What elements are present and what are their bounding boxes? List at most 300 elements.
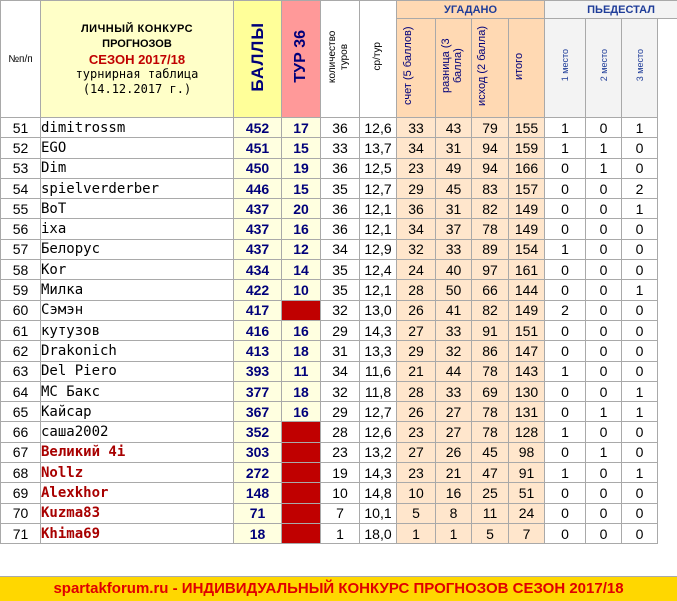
- guessed-exact-cell: 21: [397, 361, 436, 381]
- podium-second-cell: 0: [586, 361, 622, 381]
- guessed-exact-cell: 32: [397, 239, 436, 259]
- tour-score-cell: 18: [282, 381, 321, 401]
- avg-cell: 12,7: [360, 402, 397, 422]
- score-cell: 437: [234, 199, 282, 219]
- guessed-outcome-cell: 91: [472, 320, 509, 340]
- player-name: spielverderber: [41, 178, 234, 198]
- guessed-exact-cell: 28: [397, 280, 436, 300]
- tours-count-cell: 29: [321, 402, 360, 422]
- podium-third-cell: 0: [622, 138, 658, 158]
- player-name: BoT: [41, 199, 234, 219]
- table-row: [1, 300, 677, 320]
- row-number: 56: [1, 219, 41, 239]
- podium-second-cell: 0: [586, 341, 622, 361]
- row-number: 55: [1, 199, 41, 219]
- podium-second-cell: 0: [586, 239, 622, 259]
- guessed-exact-cell: 1: [397, 523, 436, 543]
- row-number: 64: [1, 381, 41, 401]
- podium-third-cell: 0: [622, 361, 658, 381]
- avg-cell: 12,1: [360, 199, 397, 219]
- tours-count-cell: 1: [321, 523, 360, 543]
- podium-first-cell: 0: [545, 280, 586, 300]
- row-number: 67: [1, 442, 41, 462]
- guessed-outcome-cell: 94: [472, 138, 509, 158]
- guessed-outcome-cell: 78: [472, 219, 509, 239]
- podium-third-cell: 1: [622, 118, 658, 138]
- guessed-total-cell: 149: [509, 219, 545, 239]
- guessed-total-cell: 51: [509, 483, 545, 503]
- podium-first-cell: 0: [545, 503, 586, 523]
- score-cell: 416: [234, 320, 282, 340]
- guessed-diff-cell: 33: [436, 381, 472, 401]
- guessed-exact-cell: 33: [397, 118, 436, 138]
- podium-third-header: 3 место: [622, 19, 658, 118]
- podium-third-cell: 1: [622, 199, 658, 219]
- podium-second-cell: 0: [586, 503, 622, 523]
- tour-score-cell: 15: [282, 178, 321, 198]
- player-name: Милка: [41, 280, 234, 300]
- podium-first-cell: 0: [545, 260, 586, 280]
- guessed-diff-header: разница (3 балла): [436, 19, 472, 118]
- title-line-2: ПРОГНОЗОВ: [41, 37, 233, 52]
- tours-count-cell: 36: [321, 219, 360, 239]
- row-number: 51: [1, 118, 41, 138]
- player-name: Del Piero: [41, 361, 234, 381]
- tour-score-cell: 16: [282, 219, 321, 239]
- player-name: Drakonich: [41, 341, 234, 361]
- tours-count-cell: 32: [321, 381, 360, 401]
- player-name: ixa: [41, 219, 234, 239]
- guessed-diff-cell: 50: [436, 280, 472, 300]
- podium-second-cell: 0: [586, 118, 622, 138]
- row-number: 62: [1, 341, 41, 361]
- guessed-exact-cell: 34: [397, 138, 436, 158]
- tours-count-cell: 34: [321, 239, 360, 259]
- avg-cell: 18,0: [360, 523, 397, 543]
- tour-score-cell: 14: [282, 260, 321, 280]
- num-header: №п/п: [1, 1, 41, 118]
- podium-first-cell: 2: [545, 300, 586, 320]
- row-number: 65: [1, 402, 41, 422]
- podium-second-cell: 1: [586, 442, 622, 462]
- avg-cell: 11,8: [360, 381, 397, 401]
- podium-second-cell: 0: [586, 463, 622, 483]
- podium-second-cell: 0: [586, 219, 622, 239]
- guessed-exact-cell: 36: [397, 199, 436, 219]
- podium-first-cell: 1: [545, 422, 586, 442]
- tours-count-header: количество туров: [321, 1, 360, 118]
- tour-score-cell: [282, 422, 321, 442]
- guessed-total-cell: 144: [509, 280, 545, 300]
- score-cell: 413: [234, 341, 282, 361]
- guessed-diff-cell: 37: [436, 219, 472, 239]
- podium-third-cell: 0: [622, 503, 658, 523]
- avg-cell: 12,7: [360, 178, 397, 198]
- podium-third-cell: 1: [622, 381, 658, 401]
- podium-group-header: ПЬЕДЕСТАЛ: [545, 1, 677, 19]
- player-name: Kor: [41, 260, 234, 280]
- tours-count-cell: 36: [321, 158, 360, 178]
- tours-count-cell: 36: [321, 199, 360, 219]
- guessed-outcome-cell: 94: [472, 158, 509, 178]
- guessed-diff-cell: 26: [436, 442, 472, 462]
- guessed-total-cell: 131: [509, 402, 545, 422]
- guessed-diff-cell: 27: [436, 402, 472, 422]
- podium-third-cell: 0: [622, 300, 658, 320]
- row-number: 63: [1, 361, 41, 381]
- guessed-total-cell: 149: [509, 199, 545, 219]
- tour-score-cell: [282, 483, 321, 503]
- footer-banner: spartakforum.ru - ИНДИВИДУАЛЬНЫЙ КОНКУРС ПРОГНОЗОВ СЕЗОН 2017/18: [0, 576, 677, 601]
- title-season: СЕЗОН 2017/18: [41, 52, 233, 67]
- guessed-outcome-cell: 79: [472, 118, 509, 138]
- podium-third-cell: 0: [622, 320, 658, 340]
- tour-score-cell: [282, 503, 321, 523]
- score-cell: 452: [234, 118, 282, 138]
- tours-count-cell: 10: [321, 483, 360, 503]
- player-name: EGO: [41, 138, 234, 158]
- guessed-diff-cell: 21: [436, 463, 472, 483]
- avg-cell: 12,1: [360, 280, 397, 300]
- avg-cell: 12,5: [360, 158, 397, 178]
- player-name: Khima69: [41, 523, 234, 543]
- podium-first-cell: 0: [545, 320, 586, 340]
- podium-third-cell: 0: [622, 422, 658, 442]
- table-row: [1, 158, 677, 178]
- table-row: [1, 260, 677, 280]
- guessed-total-cell: 157: [509, 178, 545, 198]
- guessed-outcome-cell: 78: [472, 422, 509, 442]
- tour-score-cell: 11: [282, 361, 321, 381]
- title-line-1: ЛИЧНЫЙ КОНКУРС: [41, 22, 233, 37]
- podium-second-cell: 1: [586, 158, 622, 178]
- podium-third-cell: 0: [622, 341, 658, 361]
- table-row: [1, 422, 677, 442]
- table-row: [1, 483, 677, 503]
- guessed-total-cell: 147: [509, 341, 545, 361]
- podium-first-cell: 0: [545, 199, 586, 219]
- tour-score-cell: 10: [282, 280, 321, 300]
- guessed-total-cell: 151: [509, 320, 545, 340]
- tours-count-cell: 28: [321, 422, 360, 442]
- score-cell: 367: [234, 402, 282, 422]
- guessed-total-cell: 24: [509, 503, 545, 523]
- table-row: [1, 341, 677, 361]
- podium-first-cell: 0: [545, 402, 586, 422]
- guessed-outcome-cell: 25: [472, 483, 509, 503]
- row-number: 52: [1, 138, 41, 158]
- table-row: [1, 219, 677, 239]
- podium-third-cell: 0: [622, 442, 658, 462]
- tour-score-cell: [282, 442, 321, 462]
- tours-count-cell: 32: [321, 300, 360, 320]
- guessed-total-cell: 130: [509, 381, 545, 401]
- guessed-exact-cell: 23: [397, 463, 436, 483]
- score-cell: 377: [234, 381, 282, 401]
- tours-count-cell: 23: [321, 442, 360, 462]
- player-name: Кайсар: [41, 402, 234, 422]
- podium-first-header: 1 место: [545, 19, 586, 118]
- table-row: [1, 523, 677, 543]
- guessed-outcome-cell: 86: [472, 341, 509, 361]
- score-cell: 393: [234, 361, 282, 381]
- guessed-diff-cell: 31: [436, 199, 472, 219]
- guessed-outcome-cell: 82: [472, 300, 509, 320]
- avg-cell: 13,7: [360, 138, 397, 158]
- score-cell: 148: [234, 483, 282, 503]
- tour-score-cell: 17: [282, 118, 321, 138]
- player-name: кутузов: [41, 320, 234, 340]
- guessed-exact-cell: 27: [397, 320, 436, 340]
- podium-third-cell: 1: [622, 402, 658, 422]
- guessed-diff-cell: 40: [436, 260, 472, 280]
- tour-score-cell: 16: [282, 402, 321, 422]
- guessed-outcome-cell: 47: [472, 463, 509, 483]
- guessed-exact-cell: 29: [397, 178, 436, 198]
- row-number: 58: [1, 260, 41, 280]
- player-name: саша2002: [41, 422, 234, 442]
- avg-cell: 12,6: [360, 118, 397, 138]
- podium-first-cell: 0: [545, 523, 586, 543]
- avg-cell: 13,0: [360, 300, 397, 320]
- guessed-outcome-cell: 11: [472, 503, 509, 523]
- podium-first-cell: 0: [545, 341, 586, 361]
- guessed-outcome-cell: 66: [472, 280, 509, 300]
- guessed-diff-cell: 27: [436, 422, 472, 442]
- avg-cell: 12,6: [360, 422, 397, 442]
- guessed-outcome-header: исход (2 балла): [472, 19, 509, 118]
- guessed-total-cell: 7: [509, 523, 545, 543]
- podium-second-header: 2 место: [586, 19, 622, 118]
- guessed-outcome-cell: 78: [472, 361, 509, 381]
- tours-count-cell: 19: [321, 463, 360, 483]
- tours-count-cell: 7: [321, 503, 360, 523]
- guessed-diff-cell: 16: [436, 483, 472, 503]
- podium-third-cell: 0: [622, 239, 658, 259]
- title-subtitle: турнирная таблица: [41, 67, 233, 82]
- podium-first-cell: 1: [545, 463, 586, 483]
- guessed-total-cell: 149: [509, 300, 545, 320]
- tour-score-cell: [282, 523, 321, 543]
- podium-first-cell: 1: [545, 138, 586, 158]
- table-row: [1, 320, 677, 340]
- podium-second-cell: 0: [586, 483, 622, 503]
- table-row: [1, 118, 677, 138]
- score-cell: 303: [234, 442, 282, 462]
- guessed-group-header: УГАДАНО: [397, 1, 545, 19]
- avg-cell: 10,1: [360, 503, 397, 523]
- avg-cell: 13,3: [360, 341, 397, 361]
- podium-first-cell: 0: [545, 178, 586, 198]
- podium-second-cell: 0: [586, 178, 622, 198]
- row-number: 70: [1, 503, 41, 523]
- guessed-diff-cell: 33: [436, 239, 472, 259]
- player-name: Alexkhor: [41, 483, 234, 503]
- guessed-diff-cell: 8: [436, 503, 472, 523]
- table-row: [1, 402, 677, 422]
- podium-second-cell: 0: [586, 523, 622, 543]
- tour-score-cell: 19: [282, 158, 321, 178]
- avg-cell: 12,1: [360, 219, 397, 239]
- guessed-total-cell: 155: [509, 118, 545, 138]
- row-number: 71: [1, 523, 41, 543]
- guessed-total-cell: 143: [509, 361, 545, 381]
- podium-second-cell: 1: [586, 138, 622, 158]
- tour-header: ТУР 36: [282, 1, 321, 118]
- row-number: 61: [1, 320, 41, 340]
- guessed-diff-cell: 43: [436, 118, 472, 138]
- table-row: [1, 280, 677, 300]
- guessed-exact-cell: 28: [397, 381, 436, 401]
- avg-cell: 12,9: [360, 239, 397, 259]
- guessed-total-cell: 128: [509, 422, 545, 442]
- score-cell: 18: [234, 523, 282, 543]
- row-number: 69: [1, 483, 41, 503]
- tours-count-cell: 35: [321, 280, 360, 300]
- guessed-diff-cell: 32: [436, 341, 472, 361]
- row-number: 68: [1, 463, 41, 483]
- podium-second-cell: 0: [586, 320, 622, 340]
- guessed-outcome-cell: 82: [472, 199, 509, 219]
- podium-second-cell: 1: [586, 402, 622, 422]
- tours-count-cell: 33: [321, 138, 360, 158]
- podium-second-cell: 0: [586, 300, 622, 320]
- tour-score-cell: 15: [282, 138, 321, 158]
- table-row: [1, 503, 677, 523]
- podium-third-cell: 2: [622, 178, 658, 198]
- tours-count-cell: 35: [321, 260, 360, 280]
- score-cell: 417: [234, 300, 282, 320]
- table-title: [41, 1, 234, 118]
- podium-first-cell: 0: [545, 442, 586, 462]
- guessed-exact-cell: 10: [397, 483, 436, 503]
- guessed-diff-cell: 33: [436, 320, 472, 340]
- avg-cell: 13,2: [360, 442, 397, 462]
- avg-cell: 11,6: [360, 361, 397, 381]
- guessed-total-cell: 91: [509, 463, 545, 483]
- podium-first-cell: 0: [545, 483, 586, 503]
- score-cell: 422: [234, 280, 282, 300]
- guessed-diff-cell: 45: [436, 178, 472, 198]
- guessed-diff-cell: 31: [436, 138, 472, 158]
- tour-score-cell: 16: [282, 320, 321, 340]
- tour-score-cell: [282, 463, 321, 483]
- guessed-diff-cell: 49: [436, 158, 472, 178]
- guessed-exact-cell: 26: [397, 402, 436, 422]
- row-number: 53: [1, 158, 41, 178]
- tours-count-cell: 34: [321, 361, 360, 381]
- podium-third-cell: 0: [622, 260, 658, 280]
- score-cell: 446: [234, 178, 282, 198]
- podium-third-cell: 1: [622, 463, 658, 483]
- table-row: [1, 463, 677, 483]
- row-number: 66: [1, 422, 41, 442]
- tour-score-cell: 12: [282, 239, 321, 259]
- table-row: [1, 442, 677, 462]
- guessed-exact-header: счет (5 баллов): [397, 19, 436, 118]
- guessed-exact-cell: 29: [397, 341, 436, 361]
- guessed-total-cell: 161: [509, 260, 545, 280]
- title-date: (14.12.2017 г.): [41, 82, 233, 97]
- guessed-exact-cell: 23: [397, 422, 436, 442]
- podium-first-cell: 1: [545, 118, 586, 138]
- podium-second-cell: 0: [586, 199, 622, 219]
- table-row: [1, 138, 677, 158]
- table-row: [1, 199, 677, 219]
- score-cell: 437: [234, 219, 282, 239]
- podium-third-cell: 0: [622, 158, 658, 178]
- podium-first-cell: 0: [545, 219, 586, 239]
- guessed-exact-cell: 26: [397, 300, 436, 320]
- score-header: БАЛЛЫ: [234, 1, 282, 118]
- guessed-outcome-cell: 45: [472, 442, 509, 462]
- player-name: Великий 4i: [41, 442, 234, 462]
- player-name: Сэмэн: [41, 300, 234, 320]
- guessed-total-header: итого: [509, 19, 545, 118]
- score-cell: 272: [234, 463, 282, 483]
- row-number: 57: [1, 239, 41, 259]
- guessed-diff-cell: 41: [436, 300, 472, 320]
- guessed-outcome-cell: 69: [472, 381, 509, 401]
- guessed-diff-cell: 44: [436, 361, 472, 381]
- avg-cell: 12,4: [360, 260, 397, 280]
- guessed-outcome-cell: 78: [472, 402, 509, 422]
- podium-first-cell: 1: [545, 361, 586, 381]
- tours-count-cell: 36: [321, 118, 360, 138]
- row-number: 60: [1, 300, 41, 320]
- guessed-diff-cell: 1: [436, 523, 472, 543]
- score-cell: 437: [234, 239, 282, 259]
- score-cell: 451: [234, 138, 282, 158]
- podium-first-cell: 0: [545, 381, 586, 401]
- player-name: MC Бакс: [41, 381, 234, 401]
- avg-header: ср/тур: [360, 1, 397, 118]
- player-name: Белорус: [41, 239, 234, 259]
- guessed-outcome-cell: 97: [472, 260, 509, 280]
- avg-cell: 14,3: [360, 463, 397, 483]
- avg-cell: 14,3: [360, 320, 397, 340]
- guessed-outcome-cell: 83: [472, 178, 509, 198]
- podium-third-cell: 0: [622, 523, 658, 543]
- podium-second-cell: 0: [586, 422, 622, 442]
- table-row: [1, 381, 677, 401]
- player-name: Nollz: [41, 463, 234, 483]
- guessed-total-cell: 159: [509, 138, 545, 158]
- guessed-exact-cell: 5: [397, 503, 436, 523]
- tour-score-cell: 18: [282, 341, 321, 361]
- score-cell: 450: [234, 158, 282, 178]
- tour-score-cell: 20: [282, 199, 321, 219]
- row-number: 59: [1, 280, 41, 300]
- guessed-exact-cell: 23: [397, 158, 436, 178]
- tours-count-cell: 29: [321, 320, 360, 340]
- guessed-total-cell: 98: [509, 442, 545, 462]
- podium-first-cell: 0: [545, 158, 586, 178]
- score-cell: 71: [234, 503, 282, 523]
- player-name: Kuzma83: [41, 503, 234, 523]
- guessed-exact-cell: 24: [397, 260, 436, 280]
- avg-cell: 14,8: [360, 483, 397, 503]
- guessed-total-cell: 166: [509, 158, 545, 178]
- podium-third-cell: 0: [622, 219, 658, 239]
- tour-score-cell: [282, 300, 321, 320]
- table-row: [1, 239, 677, 259]
- tours-count-cell: 35: [321, 178, 360, 198]
- podium-third-cell: 0: [622, 483, 658, 503]
- score-cell: 352: [234, 422, 282, 442]
- score-cell: 434: [234, 260, 282, 280]
- table-row: [1, 178, 677, 198]
